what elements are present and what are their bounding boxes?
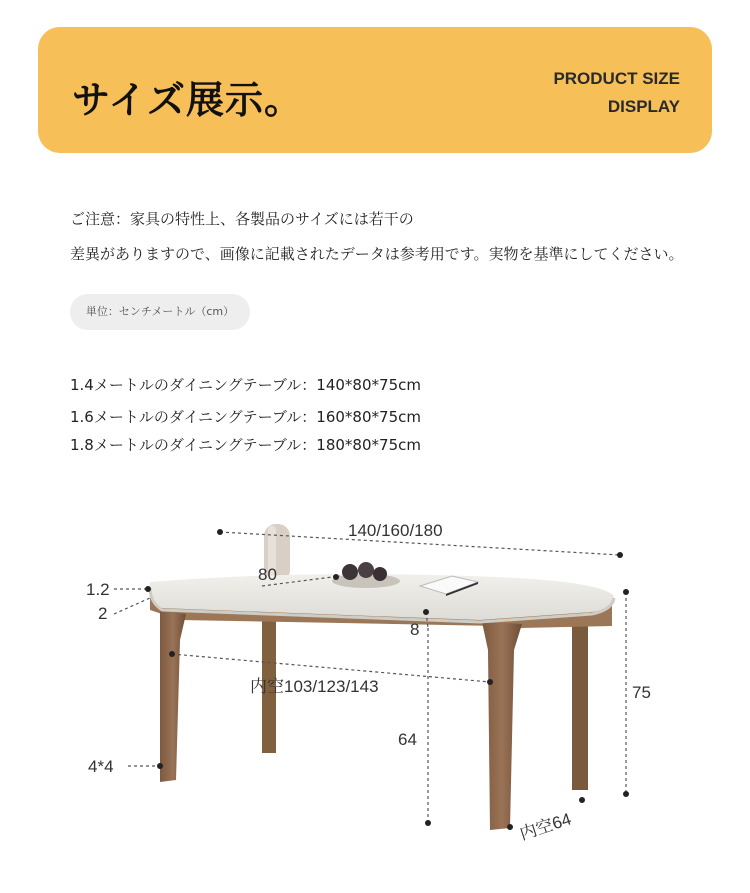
- dim-apron-offset-label: 2: [98, 604, 108, 623]
- dim-apron-height-label: 8: [410, 620, 420, 639]
- notice-line-1: ご注意：家具の特性上、各製品のサイズには若干の: [70, 210, 414, 228]
- dim-width-label: 80: [258, 565, 277, 584]
- front-left-leg: [160, 610, 186, 782]
- banner-subtitle: [553, 65, 680, 121]
- dim-height-label: 75: [632, 683, 651, 702]
- banner-title: サイズ展示。: [72, 78, 303, 122]
- dim-inner-width-label: 内空64: [517, 809, 574, 844]
- spec-line-1: 1.4メートルのダイニングテーブル：140*80*75cm: [70, 376, 421, 394]
- spec-line-3: 1.8メートルのダイニングテーブル：180*80*75cm: [70, 436, 421, 454]
- title-banner: [38, 27, 712, 153]
- dim-under-clearance-label: 64: [398, 730, 417, 749]
- back-right-leg: [572, 612, 588, 790]
- table-dimension-diagram: [0, 500, 750, 893]
- front-right-leg: [482, 622, 522, 830]
- dim-leg-section-label: 4*4: [88, 757, 114, 776]
- dim-inner-length-label: 内空103/123/143: [250, 677, 379, 696]
- banner-subtitle-line1: PRODUCT SIZE: [553, 69, 680, 88]
- spec-line-2: 1.6メートルのダイニングテーブル：160*80*75cm: [70, 408, 421, 426]
- unit-label: 単位：センチメートル（cm）: [70, 294, 250, 330]
- dim-length-label: 140/160/180: [348, 521, 443, 540]
- banner-subtitle-line2: DISPLAY: [607, 97, 680, 116]
- notice-line-2: 差異がありますので、画像に記載されたデータは参考用です。実物を基準にしてください。: [70, 245, 684, 263]
- dim-top-thickness-label: 1.2: [86, 580, 110, 599]
